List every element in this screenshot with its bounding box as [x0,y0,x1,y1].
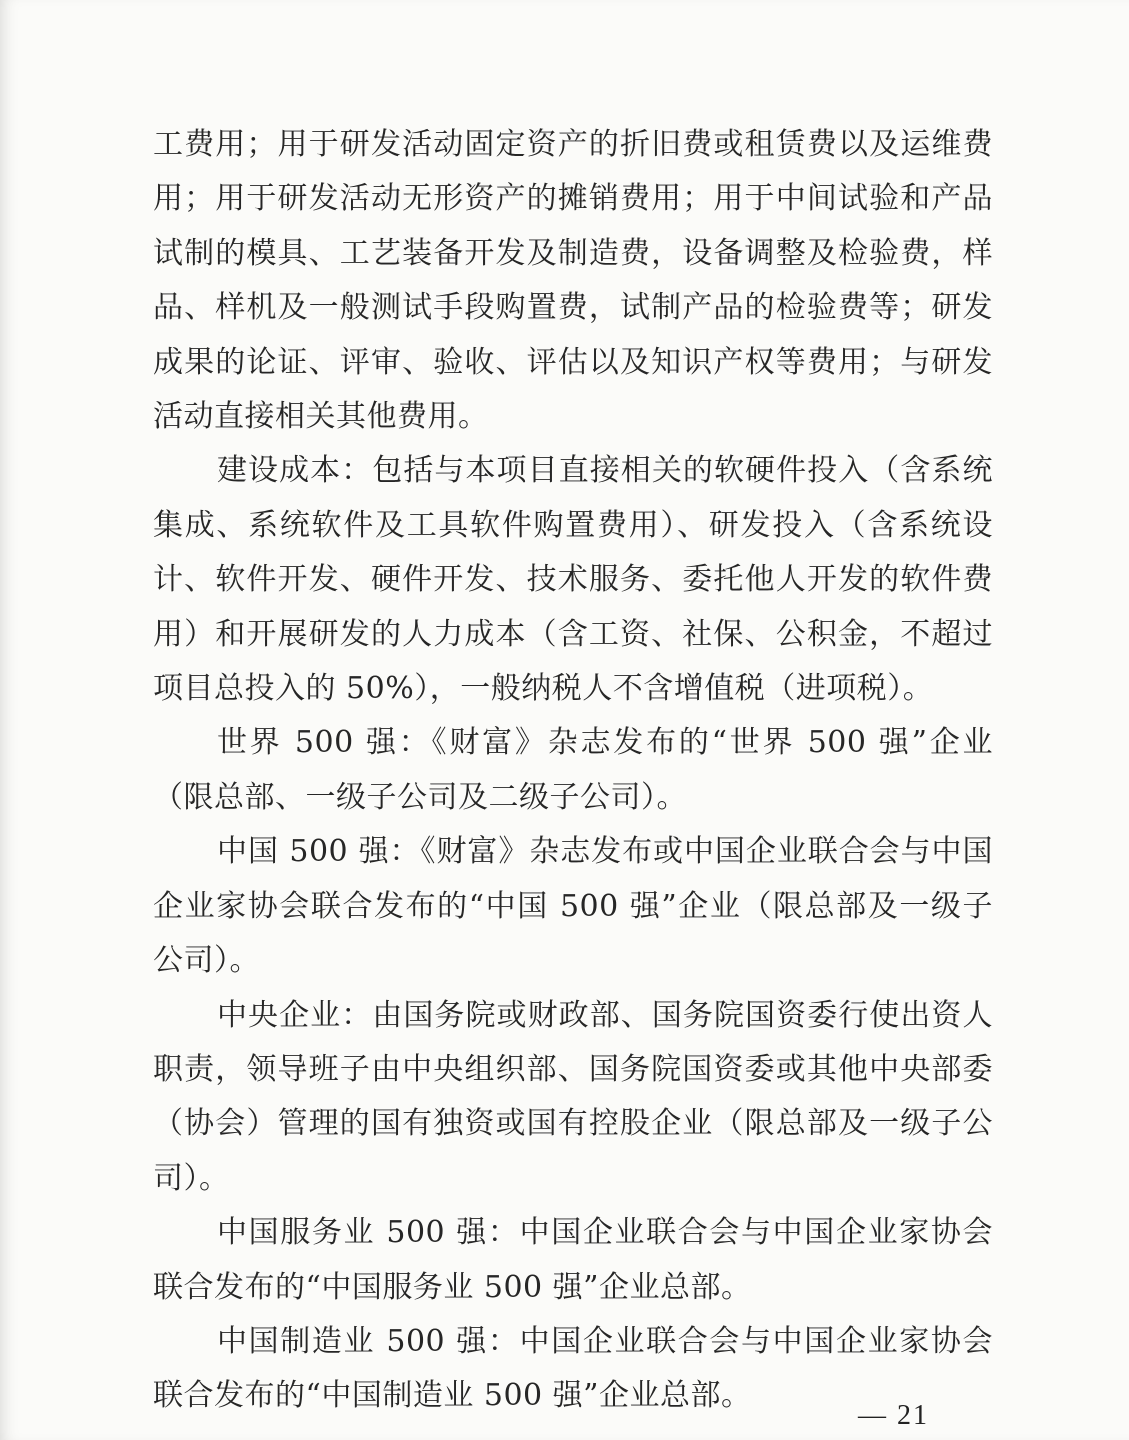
page-number: — 21 [858,1400,929,1431]
paragraph-china-500: 中国 500 强：《财富》杂志发布或中国企业联合会与中国企业家协会联合发布的“中国 500 强”企业（限总部及一级子公司）。 [153,834,993,979]
paragraph-manufacturing-500: 中国制造业 500 强：中国企业联合会与中国企业家协会联合发布的“中国制造业 500 强”企业总部。 [153,1323,993,1414]
document-body [153,118,993,1424]
paragraph-central-enterprise: 中央企业：由国务院或财政部、国务院国资委行使出资人职责，领导班子由中央组织部、国务院国资委或其他中央部委（协会）管理的国有独资或国有控股企业（限总部及一级子公司）。 [153,997,993,1196]
paragraph-expense-continued: 工费用；用于研发活动固定资产的折旧费或租赁费以及运维费用；用于研发活动无形资产的摊销费用；用于中间试验和产品试制的模具、工艺装备开发及制造费，设备调整及检验费，样品、样机及一般测试手段购置费，试制产品的检验费等；研发成果的论证、评审、验收、评估以及知识产权等费用；与研发活动直接相关其他费用。 [153,127,993,435]
paragraph-service-500: 中国服务业 500 强：中国企业联合会与中国企业家协会联合发布的“中国服务业 500 强”企业总部。 [153,1215,993,1305]
paragraph-construction-cost: 建设成本：包括与本项目直接相关的软硬件投入（含系统集成、系统软件及工具软件购置费用）、研发投入（含系统设计、软件开发、硬件开发、技术服务、委托他人开发的软件费用）和开展研发的人力成本（含工资、社保、公积金，不超过项目总投入的 50%），一般纳税人不含增值税（进项税）。 [153,453,993,707]
paragraph-global-500: 世界 500 强：《财富》杂志发布的“世界 500 强”企业（限总部、一级子公司及二级子公司）。 [153,725,993,815]
